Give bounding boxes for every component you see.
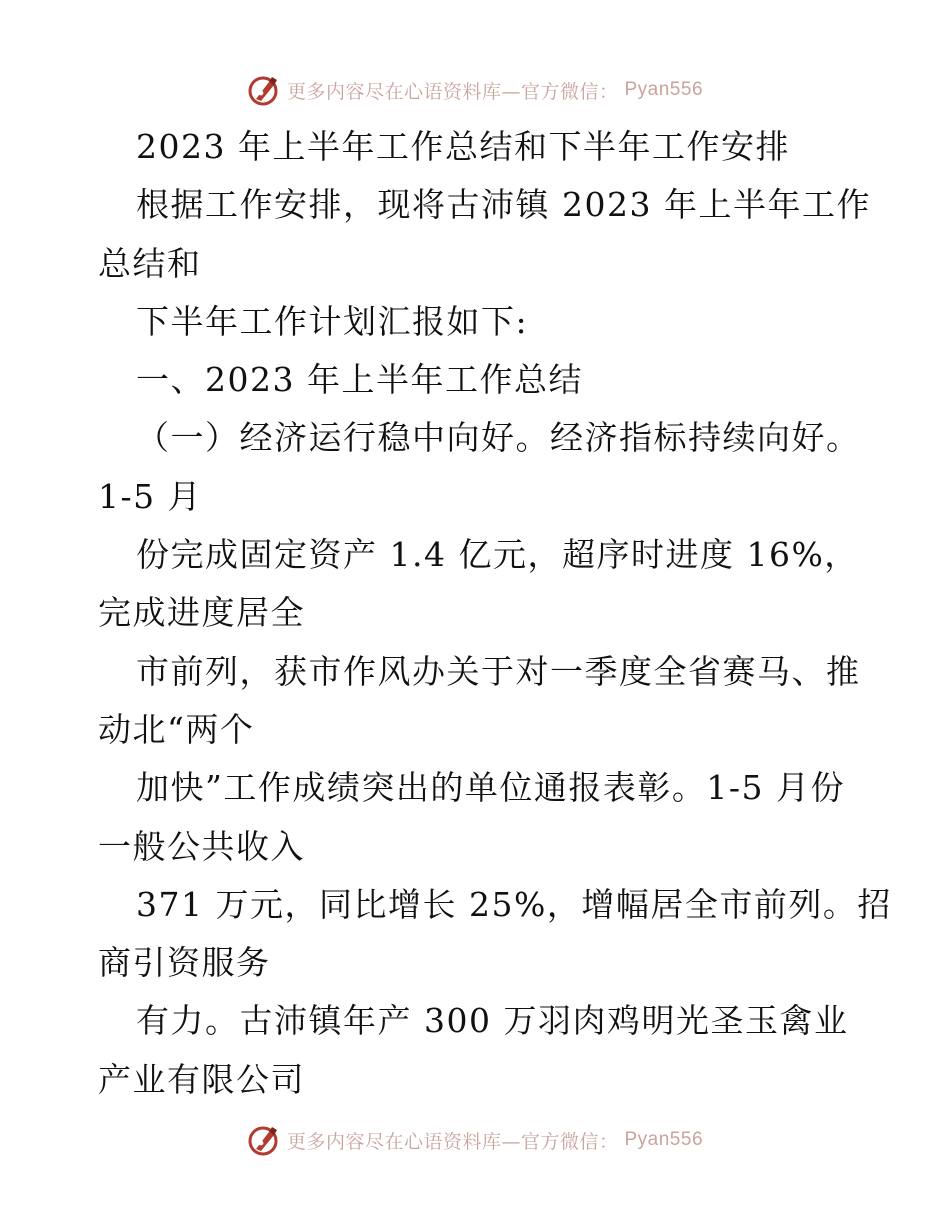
watermark-wechat-id: Pyan556 [624, 1129, 704, 1150]
text-line: 一般公共收入 [98, 826, 305, 866]
text-line: 一、2023 年上半年工作总结 [136, 360, 583, 400]
watermark-banner-top [0, 68, 950, 112]
text-line: 根据工作安排，现将古沛镇 2023 年上半年工作 [136, 185, 871, 225]
text-line: 完成进度居全 [98, 593, 305, 633]
text-line: 2023 年上半年工作总结和下半年工作安排 [136, 127, 790, 166]
text-line: 市前列，获市作风办关于对一季度全省赛马、推 [136, 651, 861, 691]
pen-logo-icon [247, 1123, 281, 1157]
text-line: 动北“两个 [98, 709, 255, 749]
watermark-text: 更多内容尽在心语资料库—官方微信： [286, 80, 619, 103]
text-line: 总结和 [98, 243, 202, 283]
text-line: 371 万元，同比增长 25%，增幅居全市前列。招 [136, 884, 892, 924]
text-line: 商引资服务 [98, 943, 271, 983]
text-line: 1-5 月 [98, 476, 203, 516]
text-line: 有力。古沛镇年产 300 万羽肉鸡明光圣玉禽业 [136, 1001, 849, 1041]
text-line: 份完成固定资产 1.4 亿元，超序时进度 16%， [136, 535, 859, 575]
text-line: 产业有限公司 [98, 1059, 305, 1099]
document-body [98, 118, 892, 1109]
watermark-wechat-id: Pyan556 [624, 79, 704, 100]
watermark-content [247, 73, 703, 107]
text-line: 下半年工作计划汇报如下: [136, 301, 529, 341]
watermark-text: 更多内容尽在心语资料库—官方微信： [286, 1130, 619, 1153]
watermark-content [247, 1123, 703, 1157]
watermark-banner-bottom [0, 1118, 950, 1162]
pen-logo-icon [247, 73, 281, 107]
text-line: 加快”工作成绩突出的单位通报表彰。1-5 月份 [136, 768, 846, 808]
text-line: （一）经济运行稳中向好。经济指标持续向好。 [136, 418, 861, 458]
